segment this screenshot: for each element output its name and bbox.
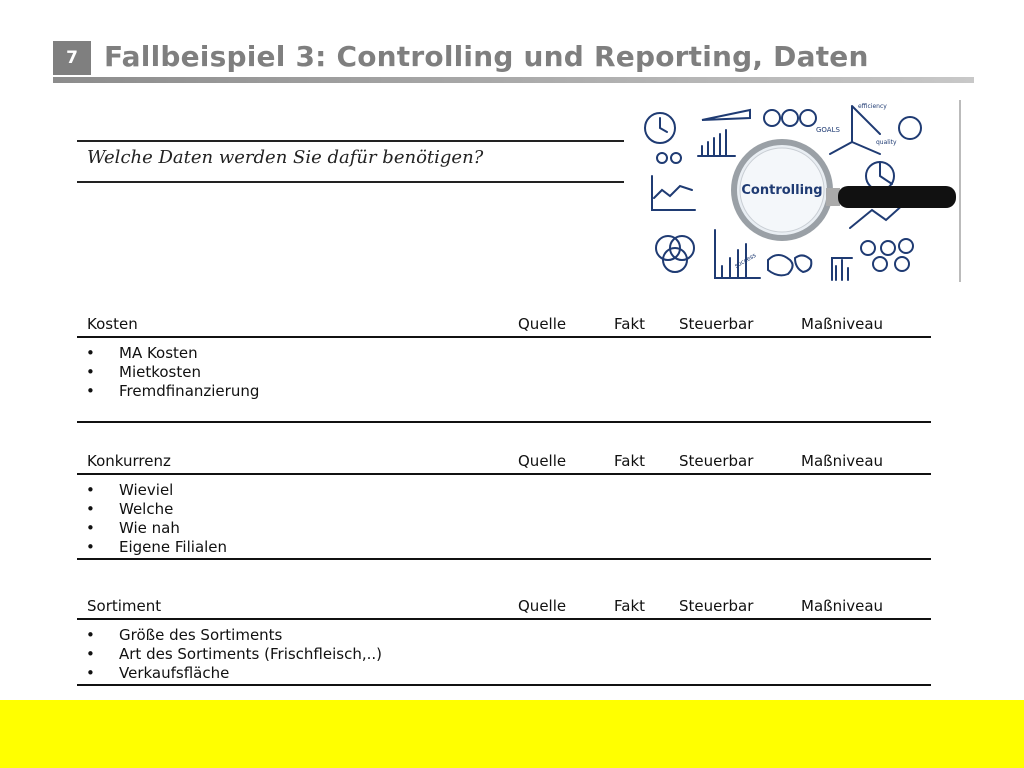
title-underline xyxy=(53,77,974,83)
goals-label: GOALS xyxy=(816,126,840,134)
list-item: • Fremdfinanzierung xyxy=(77,382,931,401)
section-title: Sortiment xyxy=(87,597,162,615)
page-title: Fallbeispiel 3: Controlling und Reporting, Daten xyxy=(104,40,869,73)
section-title: Konkurrenz xyxy=(87,452,171,470)
quality-label: quality xyxy=(876,139,897,146)
list-item: • Wie nah xyxy=(77,519,931,538)
success-label: success xyxy=(733,251,758,270)
col-massniveau: Maßniveau xyxy=(801,452,884,470)
question-bottom-rule xyxy=(77,181,624,183)
col-steuerbar: Steuerbar xyxy=(679,315,754,333)
question-top-rule xyxy=(77,140,624,142)
section-bottom-rule xyxy=(77,421,931,423)
col-quelle: Quelle xyxy=(518,597,567,615)
col-fakt: Fakt xyxy=(614,452,646,470)
section-item-list xyxy=(77,475,931,557)
list-item: • Verkaufsfläche xyxy=(77,664,931,683)
col-quelle: Quelle xyxy=(518,452,567,470)
footer-bar xyxy=(0,700,1024,768)
section-sortiment xyxy=(77,592,931,688)
list-item: • Wieviel xyxy=(77,481,931,500)
list-item: • MA Kosten xyxy=(77,344,931,363)
list-item: • Größe des Sortiments xyxy=(77,626,931,645)
col-massniveau: Maßniveau xyxy=(801,315,884,333)
efficiency-label: efficiency xyxy=(858,103,887,110)
col-steuerbar: Steuerbar xyxy=(679,597,754,615)
col-massniveau: Maßniveau xyxy=(801,597,884,615)
col-quelle: Quelle xyxy=(518,315,567,333)
section-header-row xyxy=(77,310,931,336)
section-header-row xyxy=(77,592,931,618)
controlling-illustration xyxy=(640,98,958,284)
section-bottom-rule xyxy=(77,558,931,560)
col-fakt: Fakt xyxy=(614,597,646,615)
list-item: • Welche xyxy=(77,500,931,519)
section-item-list xyxy=(77,338,931,401)
controlling-doodle-icon xyxy=(640,98,958,284)
section-header-row xyxy=(77,447,931,473)
section-konkurrenz xyxy=(77,447,931,561)
col-steuerbar: Steuerbar xyxy=(679,452,754,470)
col-fakt: Fakt xyxy=(614,315,646,333)
list-item: • Eigene Filialen xyxy=(77,538,931,557)
section-title: Kosten xyxy=(87,315,138,333)
list-item: • Mietkosten xyxy=(77,363,931,382)
section-bottom-rule xyxy=(77,684,931,686)
section-item-list xyxy=(77,620,931,683)
controlling-lens-label: Controlling xyxy=(741,183,823,198)
slide-number-badge: 7 xyxy=(53,41,91,75)
list-item: • Art des Sortiments (Frischfleisch,..) xyxy=(77,645,931,664)
question-text: Welche Daten werden Sie dafür benötigen? xyxy=(87,147,484,168)
illustration-edge xyxy=(959,100,961,282)
section-kosten xyxy=(77,310,931,424)
